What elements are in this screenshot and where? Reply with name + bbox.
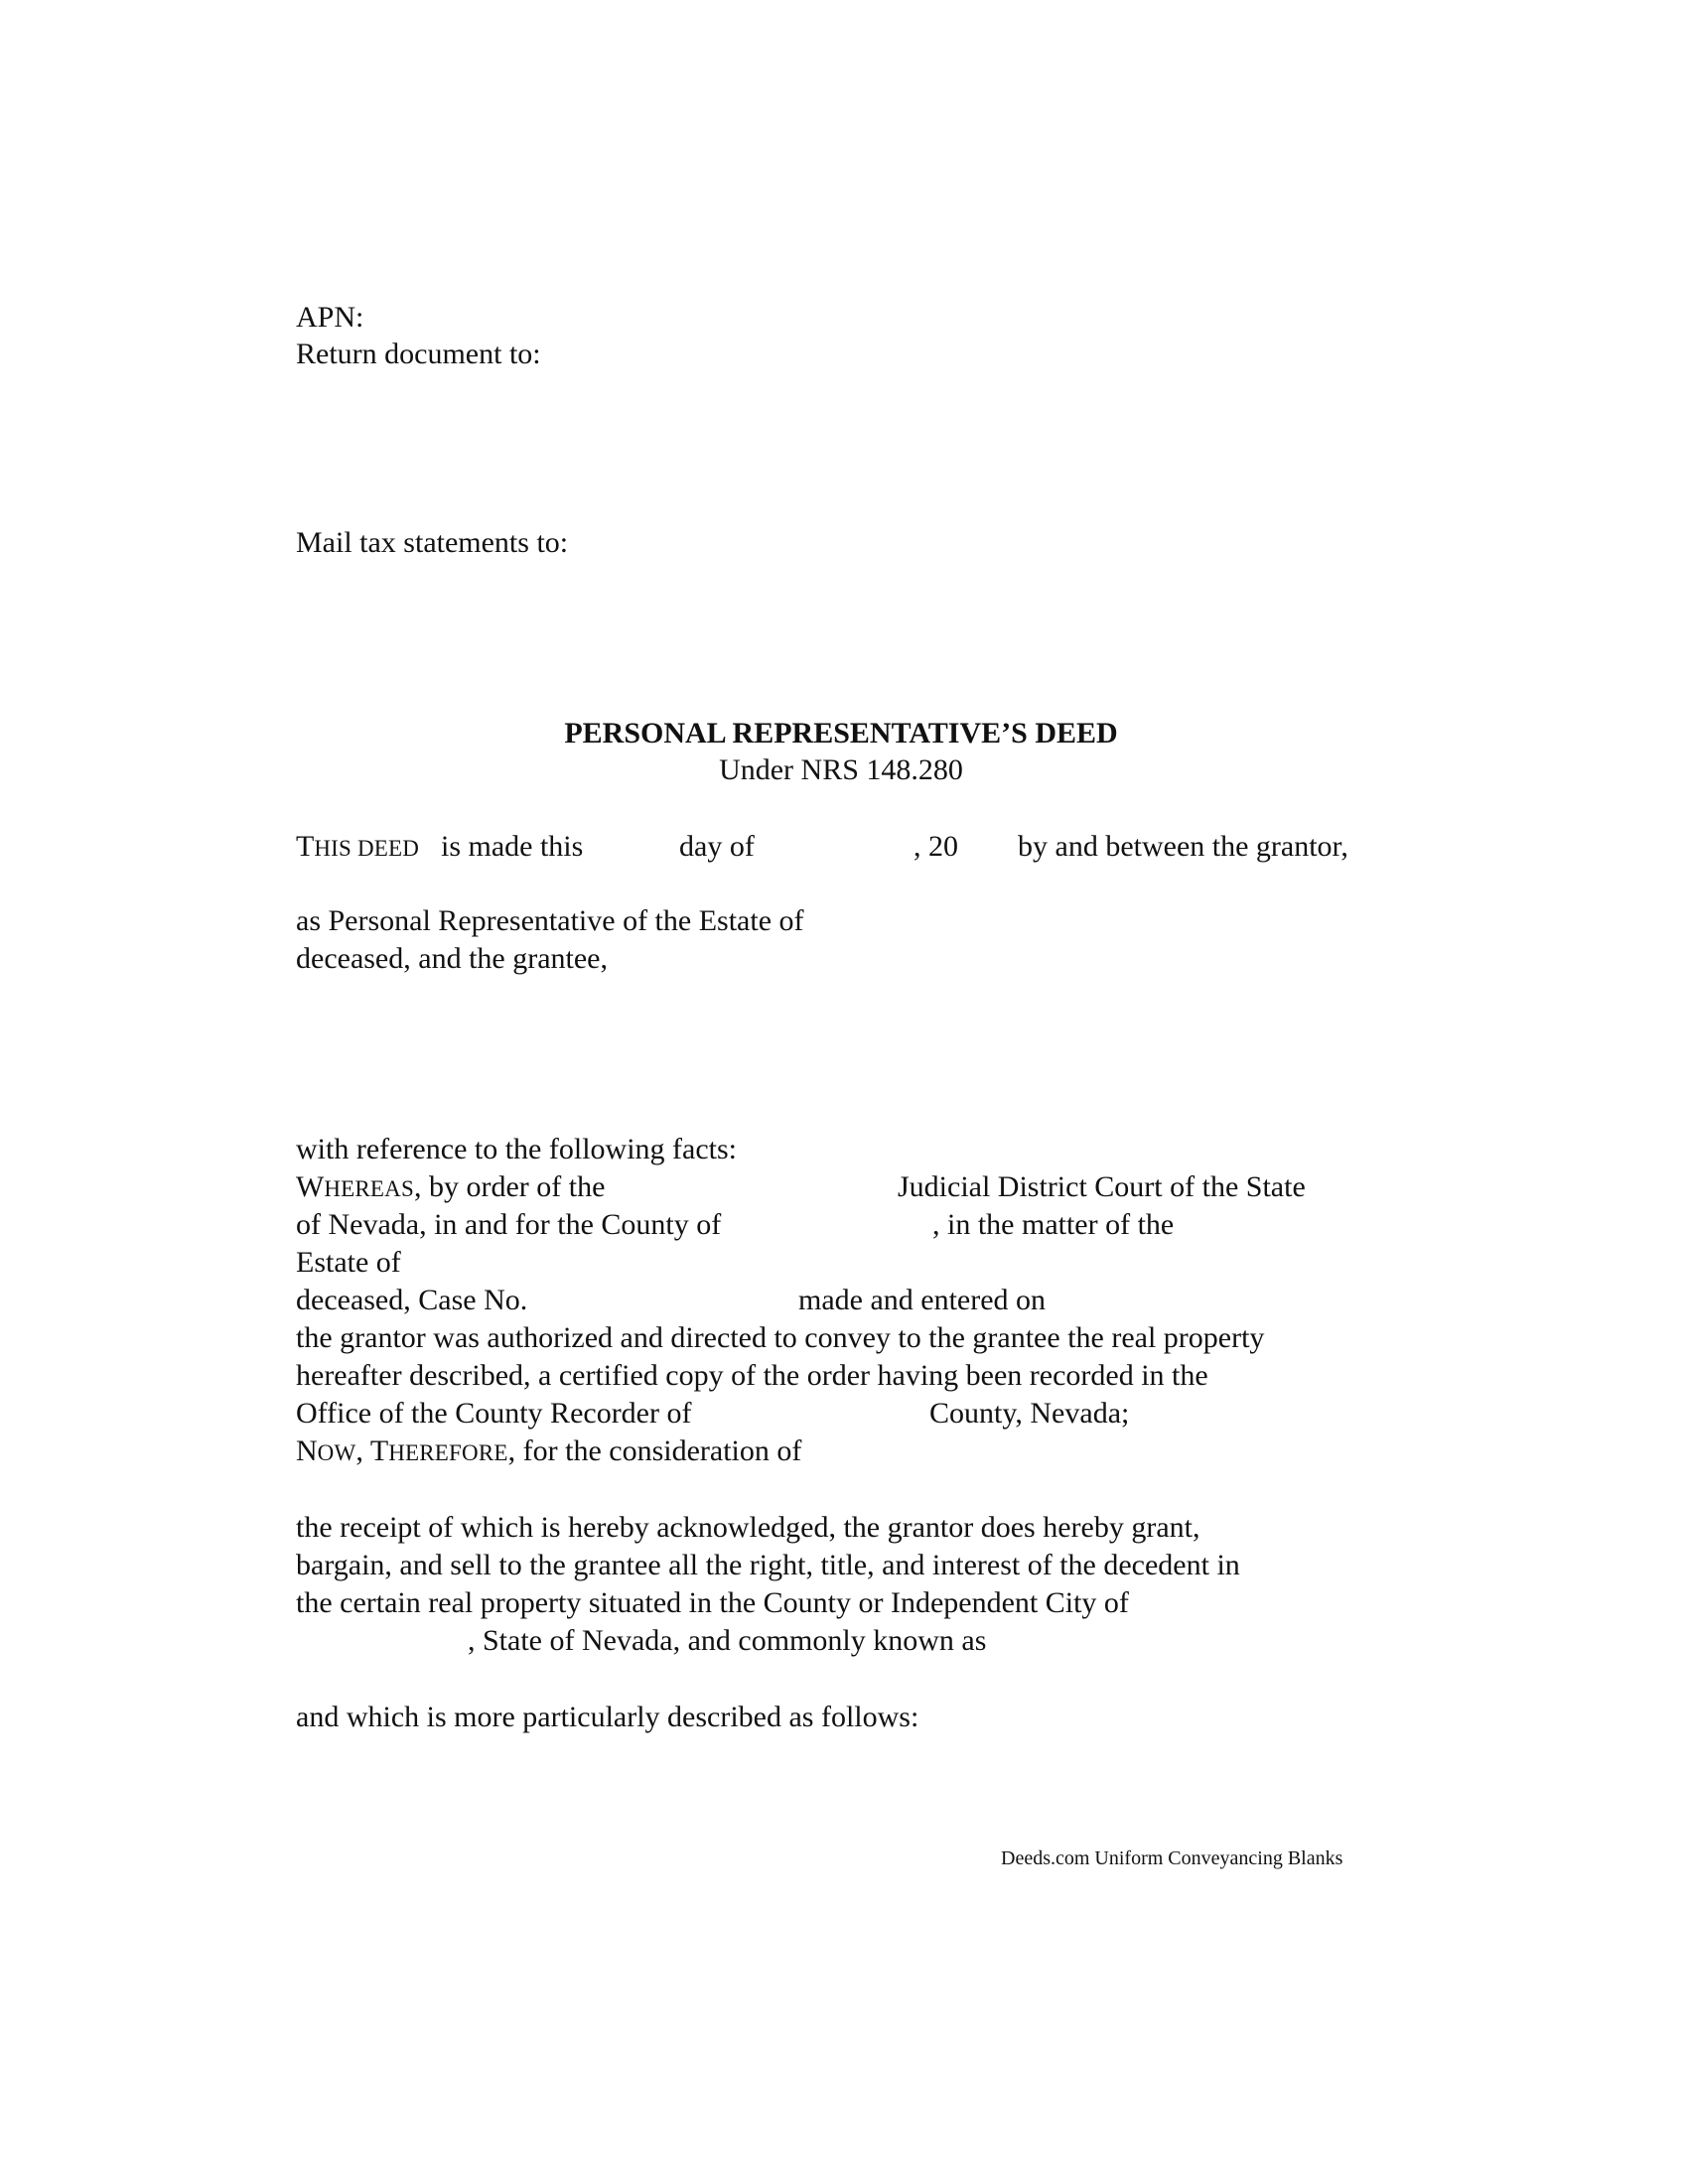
bargain-text: bargain, and sell to the grantee all the right, title, and interest of the decedent in bbox=[296, 1549, 1240, 1581]
authorized-text: the grantor was authorized and directed to convey to the grantee the real property bbox=[296, 1321, 1265, 1354]
intro-is-made: is made this bbox=[441, 830, 584, 863]
made-entered-text: made and entered on bbox=[798, 1284, 1047, 1316]
matter-of-text: , in the matter of the bbox=[932, 1208, 1175, 1241]
receipt-text: the receipt of which is hereby acknowledged, the grantor does hereby grant, bbox=[296, 1511, 1200, 1544]
now-therefore-text: NOW, THEREFORE, for the consideration of bbox=[296, 1434, 802, 1467]
intro-by-between: by and between the grantor, bbox=[1018, 830, 1348, 863]
personal-rep-line: as Personal Representative of the Estate of bbox=[296, 904, 804, 937]
estate-of-text: Estate of bbox=[296, 1246, 401, 1279]
office-recorder-text: Office of the County Recorder of bbox=[296, 1397, 692, 1430]
nevada-county-text: of Nevada, in and for the County of bbox=[296, 1208, 722, 1241]
hereafter-text: hereafter described, a certified copy of the order having been recorded in the bbox=[296, 1359, 1208, 1392]
intro-this-deed: THIS DEED bbox=[296, 830, 420, 863]
intro-year: , 20 bbox=[914, 830, 958, 863]
county-nevada-text: County, Nevada; bbox=[929, 1397, 1130, 1430]
deceased-case-text: deceased, Case No. bbox=[296, 1284, 528, 1316]
whereas-label: WHEREAS, by order of the bbox=[296, 1170, 606, 1203]
state-nevada-text: , State of Nevada, and commonly known as bbox=[468, 1624, 987, 1657]
deceased-grantee-line: deceased, and the grantee, bbox=[296, 942, 608, 975]
apn-label: APN: bbox=[296, 301, 364, 334]
reference-line: with reference to the following facts: bbox=[296, 1133, 737, 1165]
described-text: and which is more particularly described as follows: bbox=[296, 1701, 919, 1733]
judicial-court-text: Judicial District Court of the State bbox=[898, 1170, 1306, 1203]
return-document-label: Return document to: bbox=[296, 338, 541, 370]
deed-title: PERSONAL REPRESENTATIVE’S DEED bbox=[564, 717, 1118, 750]
intro-day-of: day of bbox=[679, 830, 755, 863]
footer-brand: Deeds.com Uniform Conveyancing Blanks bbox=[1001, 1847, 1343, 1869]
deed-subtitle: Under NRS 148.280 bbox=[719, 753, 963, 786]
mail-tax-label: Mail tax statements to: bbox=[296, 526, 569, 559]
certain-property-text: the certain real property situated in the County or Independent City of bbox=[296, 1586, 1129, 1619]
